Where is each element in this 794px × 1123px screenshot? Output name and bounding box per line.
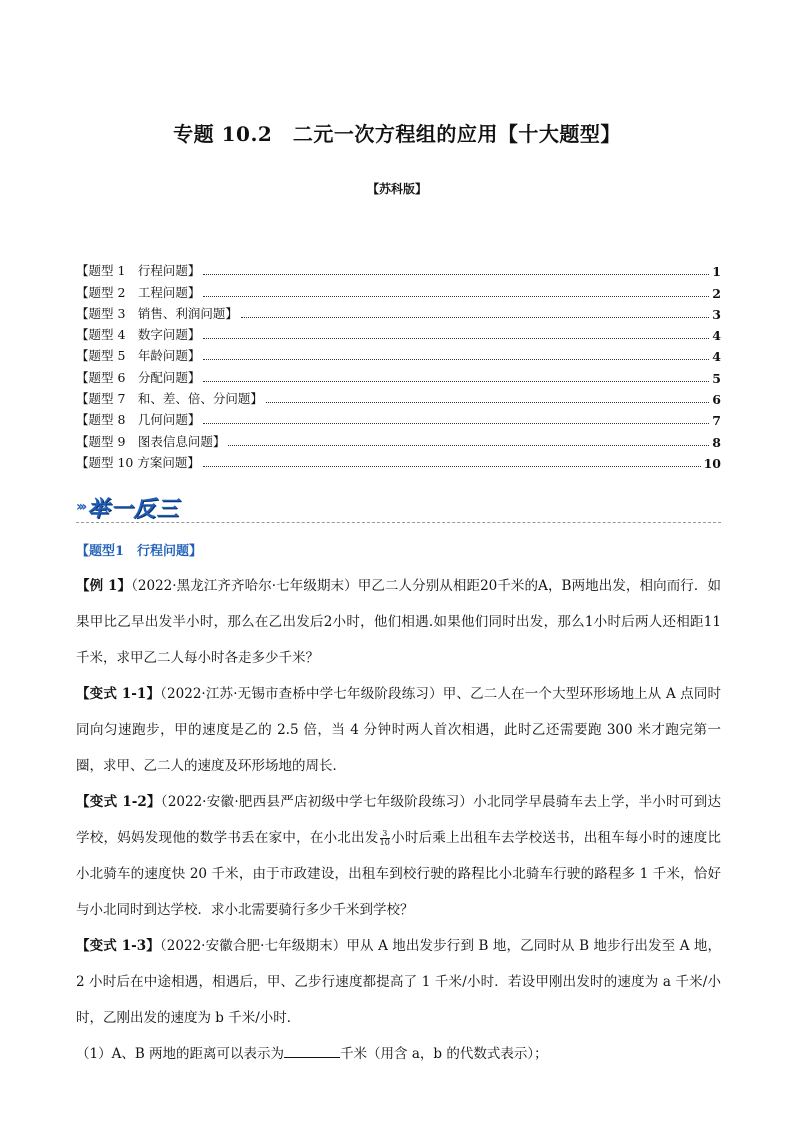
toc-leader (228, 445, 709, 446)
toc-label: 【题型 4 数字问题】 (76, 327, 201, 343)
toc-entry[interactable] (76, 450, 721, 471)
toc-page-number: 10 (703, 455, 721, 471)
variant-1-2 (76, 784, 721, 928)
toc-page-number: 2 (712, 285, 721, 301)
variant-tag: 【变式 1-3】 (76, 938, 160, 954)
variant-text: （2022·安徽合肥·七年级期末）甲从 A 地出发步行到 B 地，乙同时从 B 地步行出发至 A 地，2 小时后在中途相遇，相遇后，甲、乙步行速度都提高了 1 千米/小时．若设甲刚出发时的速度为 a 千米/小时，乙刚出发的速度为 b 千米/小时． (76, 938, 722, 1026)
problem-list (76, 568, 721, 1072)
toc-leader (203, 274, 709, 275)
toc-leader (266, 402, 709, 403)
toc-entry[interactable] (76, 428, 721, 449)
toc-page-number: 8 (712, 434, 721, 450)
variant-1-1 (76, 676, 721, 784)
toc-page-number: 6 (712, 392, 721, 408)
toc-leader (203, 359, 709, 360)
variant-text: （2022·安徽·肥西县严店初级中学七年级阶段练习）小北同学早晨骑车去上学，半小时可到达学校，妈妈发现他的数学书丢在家中，在小北出发 (76, 794, 721, 846)
toc-entry[interactable] (76, 364, 721, 385)
toc-leader (203, 338, 709, 339)
toc-entry[interactable] (76, 386, 721, 407)
variant-tag: 【变式 1-1】 (76, 686, 161, 702)
toc-leader (203, 423, 709, 424)
toc-label: 【题型 9 图表信息问题】 (76, 433, 226, 449)
fraction-denominator: 10 (379, 838, 390, 847)
question-1 (76, 1036, 721, 1072)
section-heading: 【题型1 行程问题】 (76, 544, 203, 559)
document-title: 专题 10.2 二元一次方程组的应用【十大题型】 (173, 122, 621, 146)
toc-entry[interactable] (76, 301, 721, 322)
example-1 (76, 568, 721, 676)
toc-label: 【题型 10 方案问题】 (76, 454, 200, 470)
toc-entry[interactable] (76, 279, 721, 300)
answer-blank[interactable] (284, 1043, 340, 1058)
section-banner (76, 492, 179, 522)
toc-page-number: 4 (712, 328, 721, 344)
edition-label: 【苏科版】 (366, 182, 427, 196)
fraction (380, 830, 390, 847)
table-of-contents (76, 258, 721, 471)
example-text: （2022·黑龙江齐齐哈尔·七年级期末）甲乙二人分别从相距20千米的A，B两地出发，相向而行．如果甲比乙早出发半小时，那么在乙出发后2小时，他们相遇.如果他们同时出发，那么1小时后两人还相距11千米，求甲乙二人每小时各走多少千米？ (76, 578, 721, 666)
toc-page-number: 4 (712, 349, 721, 365)
chevron-arrows-icon: ››› (76, 499, 85, 515)
toc-label: 【题型 8 几何问题】 (76, 412, 201, 428)
toc-page-number: 3 (712, 306, 721, 322)
question-text: 千米（用含 a，b 的代数式表示）； (340, 1046, 548, 1062)
question-text: （1）A、B 两地的距离可以表示为 (76, 1046, 285, 1062)
toc-label: 【题型 3 销售、利润问题】 (76, 305, 238, 321)
fraction-numerator: 3 (380, 830, 390, 839)
toc-page-number: 7 (712, 413, 721, 429)
toc-label: 【题型 7 和、差、倍、分问题】 (76, 391, 263, 407)
toc-label: 【题型 1 行程问题】 (76, 263, 201, 279)
toc-label: 【题型 6 分配问题】 (76, 369, 201, 385)
toc-leader (203, 381, 709, 382)
toc-entry[interactable] (76, 258, 721, 279)
example-tag: 【例 1】 (76, 578, 132, 594)
toc-page-number: 5 (712, 370, 721, 386)
toc-leader (203, 466, 701, 467)
variant-1-3 (76, 928, 721, 1036)
toc-label: 【题型 5 年龄问题】 (76, 348, 201, 364)
variant-text: 小时后乘上出租车去学校送书，出租车每小时的速度比小北骑车的速度快 20 千米，由于市政建设，出租车到校行驶的路程比小北骑车行驶的路程多 1 千米，恰好与小北同时到达学校．求小北需要骑行多少千米到学校？ (76, 830, 722, 918)
toc-entry[interactable] (76, 343, 721, 364)
banner-title: 举一反三 (87, 496, 180, 522)
variant-tag: 【变式 1-2】 (76, 794, 161, 810)
toc-entry[interactable] (76, 322, 721, 343)
toc-leader (241, 317, 709, 318)
toc-label: 【题型 2 工程问题】 (76, 284, 201, 300)
toc-entry[interactable] (76, 407, 721, 428)
section-divider (76, 522, 721, 523)
toc-page-number: 1 (712, 264, 721, 280)
variant-text: （2022·江苏·无锡市查桥中学七年级阶段练习）甲、乙二人在一个大型环形场地上从 A 点同时同向匀速跑步，甲的速度是乙的 2.5 倍，当 4 分钟时两人首次相遇，此时乙还需要跑 300 米才跑完第一圈，求甲、乙二人的速度及环形场地的周长． (76, 686, 721, 774)
toc-leader (203, 296, 709, 297)
